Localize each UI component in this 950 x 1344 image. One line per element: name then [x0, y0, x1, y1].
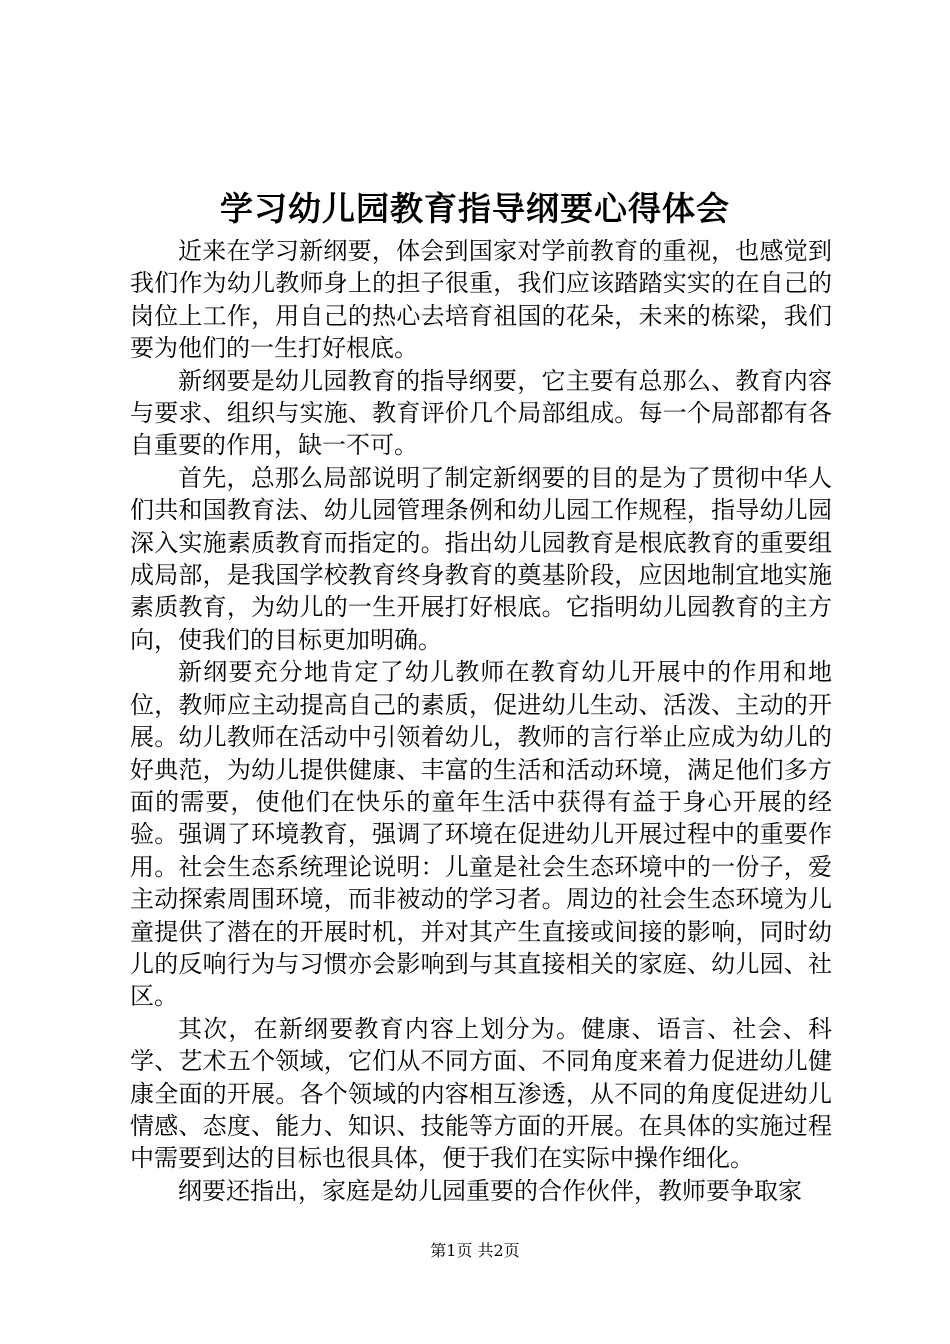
paragraph-4: 新纲要充分地肯定了幼儿教师在教育幼儿开展中的作用和地位，教师应主动提高自己的素质，促进幼儿生动、活泼、主动的开展。幼儿教师在活动中引领着幼儿，教师的言行举止应成为幼儿的好典范，为幼儿提供健康、丰富的生活和活动环境，满足他们多方面的需要，使他们在快乐的童年生活中获得有益于身心开展的经验。强调了环境教育，强调了环境在促进幼儿开展过程中的重要作用。社会生态系统理论说明：儿童是社会生态环境中的一份子，爱主动探索周围环境，而非被动的学习者。周边的社会生态环境为儿童提供了潜在的开展时机，并对其产生直接或间接的影响，同时幼儿的反响行为与习惯亦会影响到与其直接相关的家庭、幼儿园、社区。 — [130, 658, 832, 1011]
page-number: 第1页 共2页 — [430, 1241, 520, 1260]
paragraph-5: 其次，在新纲要教育内容上划分为。健康、语言、社会、科学、艺术五个领域，它们从不同方面、不同角度来着力促进幼儿健康全面的开展。各个领域的内容相互渗透，从不同的角度促进幼儿情感、态度、能力、知识、技能等方面的开展。在具体的实施过程中需要到达的目标也很具体，便于我们在实际中操作细化。 — [130, 1014, 832, 1173]
paragraph-3: 首先，总那么局部说明了制定新纲要的目的是为了贯彻中华人们共和国教育法、幼儿园管理条例和幼儿园工作规程，指导幼儿园深入实施素质教育而指定的。指出幼儿园教育是根底教育的重要组成局部，是我国学校教育终身教育的奠基阶段，应因地制宜地实施素质教育，为幼儿的一生开展打好根底。它指明幼儿园教育的主方向，使我们的目标更加明确。 — [130, 463, 832, 654]
paragraph-6: 纲要还指出，家庭是幼儿园重要的合作伙伴，教师要争取家 — [178, 1176, 802, 1205]
document-title: 学习幼儿园教育指导纲要心得体会 — [220, 189, 730, 228]
document-body — [130, 235, 832, 1207]
page-footer — [0, 1240, 950, 1262]
paragraph-2: 新纲要是幼儿园教育的指导纲要，它主要有总那么、教育内容与要求、组织与实施、教育评价几个局部组成。每一个局部都有各自重要的作用，缺一不可。 — [130, 366, 832, 460]
paragraph-1: 近来在学习新纲要，体会到国家对学前教育的重视，也感觉到我们作为幼儿教师身上的担子很重，我们应该踏踏实实的在自己的岗位上工作，用自己的热心去培育祖国的花朵，未来的栋梁，我们要为他们的一生打好根底。 — [130, 237, 832, 363]
